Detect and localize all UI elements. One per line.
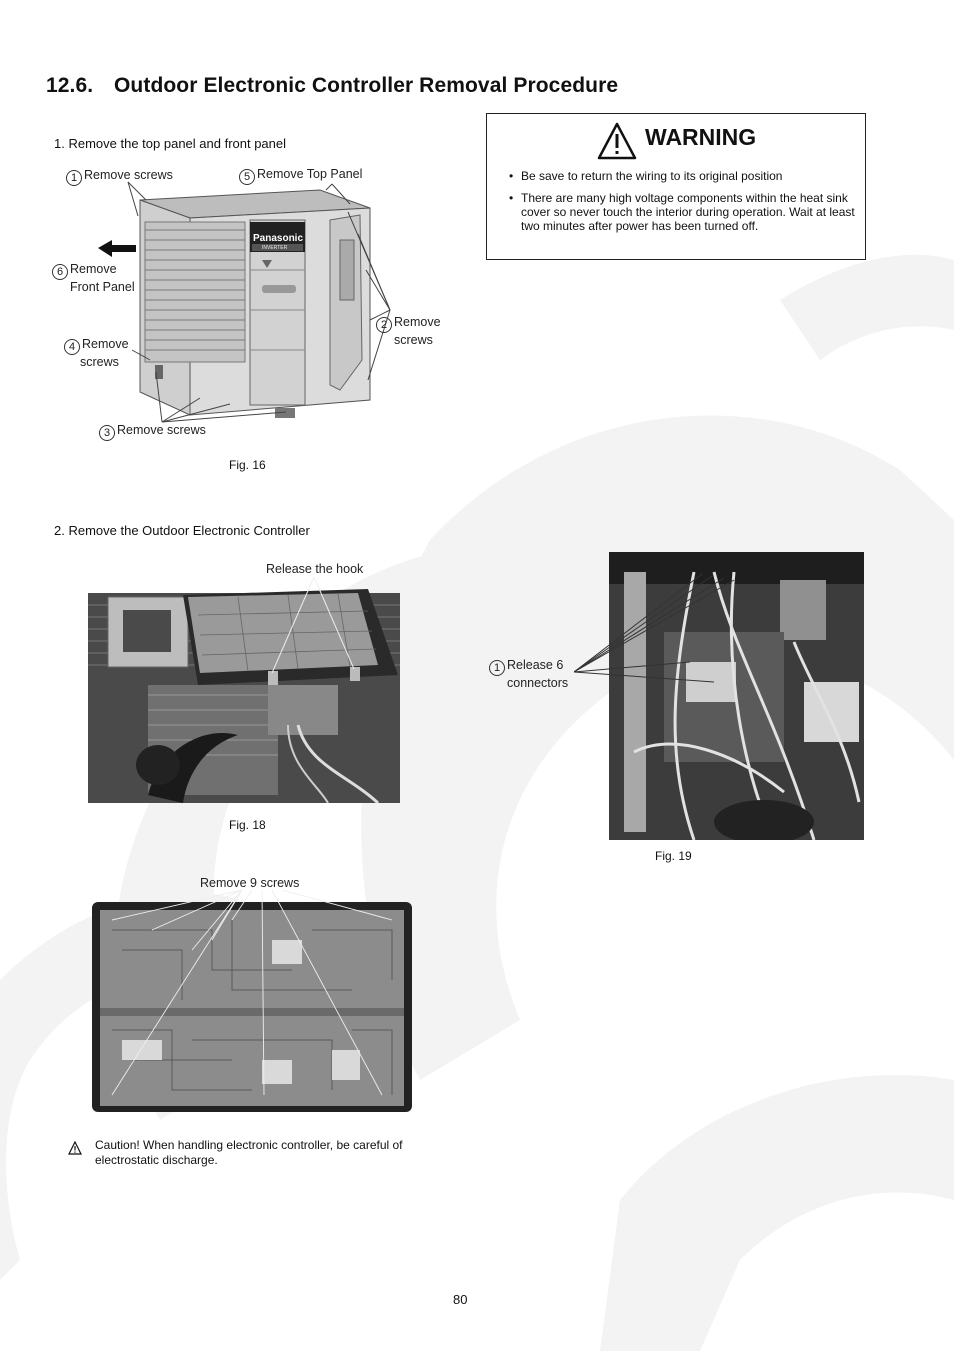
warning-box [486, 113, 866, 260]
controller-board-photo [92, 890, 412, 1112]
section-number: 12.6. [46, 74, 94, 97]
release-hook-label: Release the hook [266, 562, 364, 576]
warning-triangle-icon [597, 122, 637, 160]
caution-icon [68, 1141, 82, 1155]
figure-18-caption: Fig. 18 [229, 818, 266, 832]
page-title [46, 74, 618, 98]
callout-3: 3 Remove screws [99, 423, 206, 441]
step-number: 2. [54, 523, 65, 538]
release-connectors-label: 1 Release 6 connectors [489, 658, 568, 690]
outdoor-unit-illustration [50, 160, 450, 450]
figure-18-photo [88, 575, 400, 803]
step-number: 1. [54, 136, 65, 151]
callout-2: 2 Remove screws [376, 315, 441, 347]
callout-6: 6 Remove Front Panel [52, 262, 135, 294]
callout-5: 5 Remove Top Panel [239, 167, 362, 185]
model-badge: INVERTER [262, 245, 288, 251]
warning-heading: WARNING [645, 124, 757, 150]
figure-19-photo [574, 552, 864, 840]
step-2 [54, 523, 310, 538]
step-text: Remove the top panel and front panel [68, 136, 287, 151]
warning-list [507, 169, 857, 241]
brand-logo: Panasonic [253, 233, 304, 244]
step-1 [54, 136, 286, 151]
callout-1: 1 Remove screws [66, 168, 173, 186]
remove-screws-label: Remove 9 screws [200, 876, 300, 890]
figure-16-caption: Fig. 16 [229, 458, 266, 472]
warning-item: • There are many high voltage components within the heat sink cover so never touch the interior during operation. Wait at least two minutes after power has been turned off. [507, 191, 857, 233]
callout-4: 4 Remove screws [64, 337, 129, 369]
figure-16 [50, 160, 450, 450]
warning-item: • Be save to return the wiring to its original position [507, 169, 857, 183]
step-text: Remove the Outdoor Electronic Controller [68, 523, 310, 538]
section-title: Outdoor Electronic Controller Removal Procedure [114, 74, 619, 97]
caution-text: Caution! When handling electronic controller, be careful of electrostatic discharge. [95, 1138, 403, 1167]
figure-19-caption: Fig. 19 [655, 849, 692, 863]
page-number: 80 [453, 1292, 468, 1307]
